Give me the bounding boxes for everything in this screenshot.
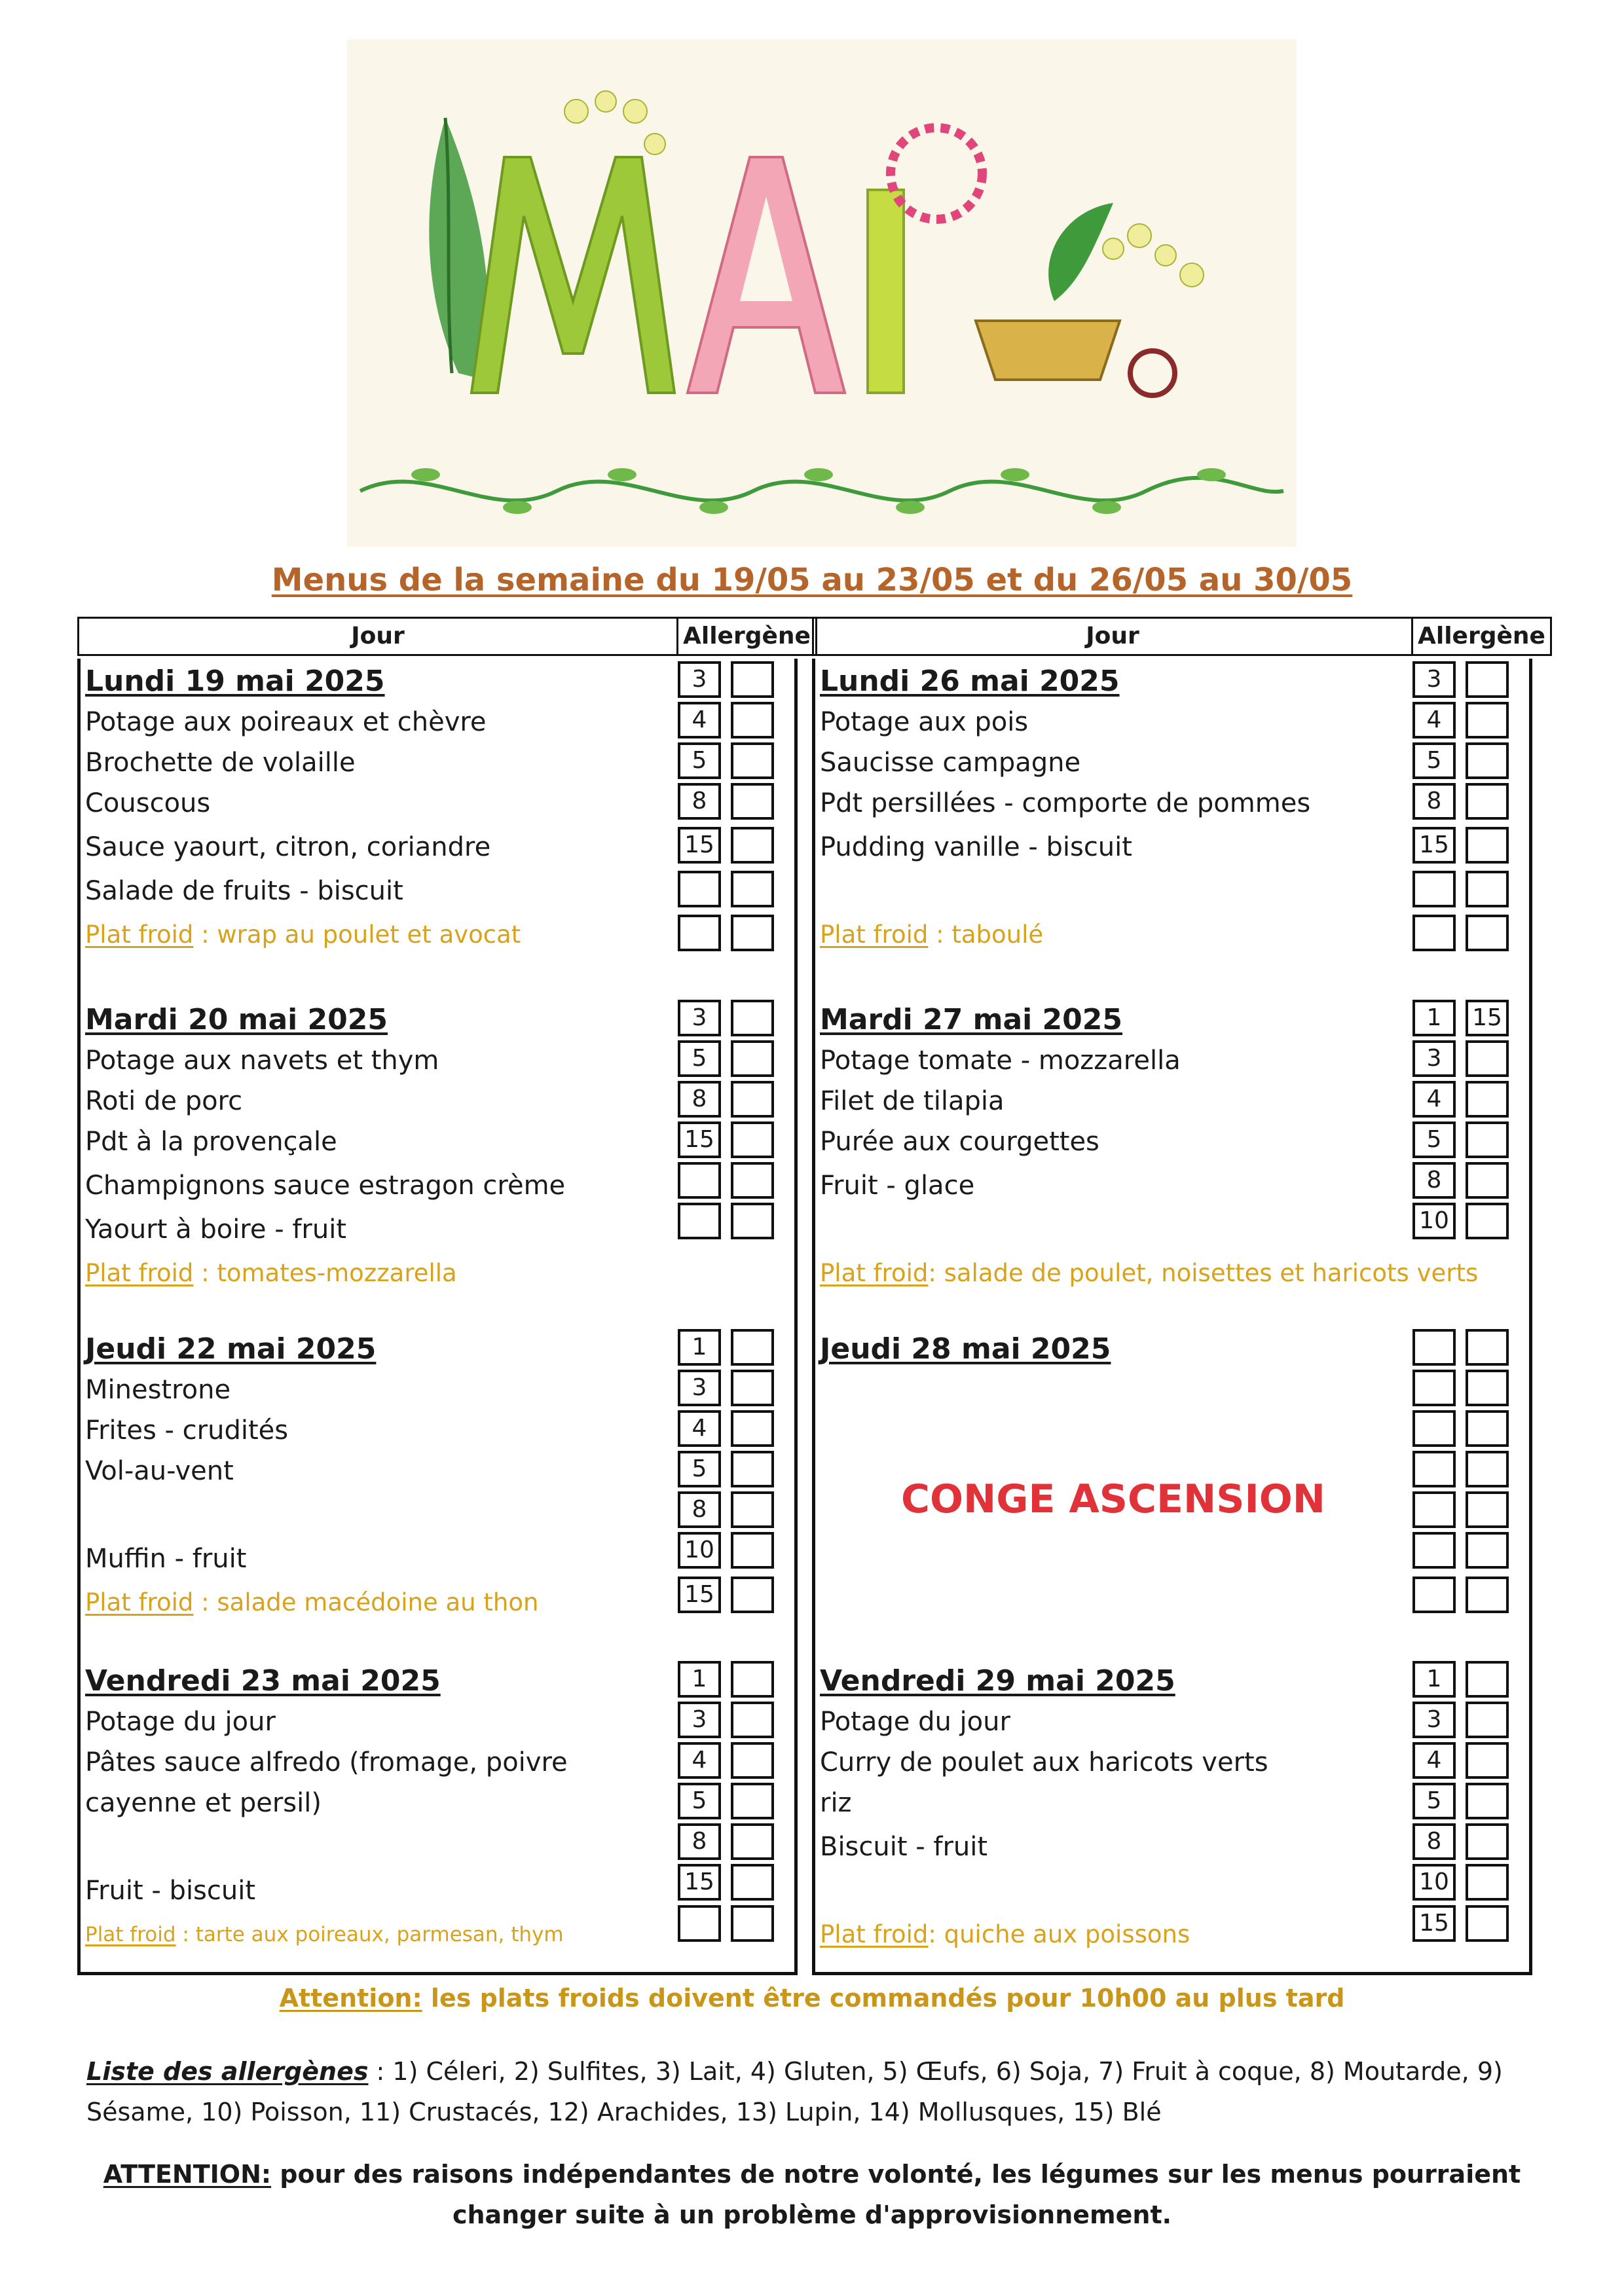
day-title: Jeudi 22 mai 2025 — [85, 1332, 377, 1366]
allergen-box — [731, 1702, 774, 1738]
allergen-box — [731, 1040, 774, 1077]
menu-item: riz — [820, 1788, 852, 1818]
allergen-box — [1466, 1121, 1509, 1158]
allergen-box: 15 — [678, 827, 721, 864]
cold-dish — [85, 1582, 538, 1623]
allergen-box — [731, 1532, 774, 1569]
allergen-box: 4 — [678, 1410, 721, 1447]
menu-item: Potage du jour — [85, 1707, 276, 1737]
allergen-box — [731, 1576, 774, 1613]
allergen-box — [731, 1451, 774, 1487]
cold-dish-sep: : — [193, 1588, 217, 1616]
mai-banner — [347, 39, 1297, 547]
menu-item: Pudding vanille - biscuit — [820, 832, 1132, 862]
allergen-box — [1412, 871, 1456, 907]
allergen-box — [1412, 1532, 1456, 1569]
allergen-box: 15 — [1466, 1000, 1509, 1036]
allergen-box: 15 — [678, 1121, 721, 1158]
allergen-box: 4 — [678, 1742, 721, 1779]
allergen-box — [731, 1162, 774, 1199]
cold-dish — [85, 1914, 564, 1955]
vegetable-notice — [79, 2154, 1545, 2235]
allergen-box: 4 — [1412, 1081, 1456, 1118]
allergen-box: 8 — [678, 1491, 721, 1528]
menu-item: Pâtes sauce alfredo (fromage, poivre — [85, 1747, 568, 1777]
mai-illustration — [347, 39, 1297, 547]
menu-item: cayenne et persil) — [85, 1788, 322, 1818]
cold-dish-label: Plat froid — [85, 920, 194, 949]
allergen-box: 10 — [1412, 1203, 1456, 1239]
notice-text: pour des raisons indépendantes de notre volonté, les légumes sur les menus pourraient changer suite à un problème d'approvisionnement. — [271, 2160, 1521, 2229]
cold-dish-label: Plat froid — [820, 1920, 929, 1948]
allergen-box: 4 — [678, 702, 721, 738]
allergen-box — [1466, 1702, 1509, 1738]
allergen-box — [1466, 1742, 1509, 1779]
allergen-box — [731, 1121, 774, 1158]
cold-dish-text: wrap au poulet et avocat — [217, 920, 521, 949]
allergen-box — [731, 827, 774, 864]
allergen-box — [678, 871, 721, 907]
allergen-box — [1466, 1491, 1509, 1528]
allergen-box: 5 — [678, 1783, 721, 1819]
cold-dish-text: salade de poulet, noisettes et haricots verts — [944, 1259, 1479, 1287]
menu-item: Potage aux pois — [820, 707, 1029, 737]
day-title: Mardi 27 mai 2025 — [820, 1003, 1123, 1036]
cold-dish-sep: : — [193, 1259, 217, 1287]
allergen-box — [731, 1864, 774, 1901]
cold-dish — [85, 915, 521, 955]
allergen-box — [1412, 1576, 1456, 1613]
menu-item: Curry de poulet aux haricots verts — [820, 1747, 1268, 1777]
allergen-box: 8 — [1412, 783, 1456, 820]
day-title: Vendredi 23 mai 2025 — [85, 1664, 441, 1698]
allergen-box — [731, 1823, 774, 1860]
allergen-box: 1 — [678, 1661, 721, 1698]
menu-item: Potage aux navets et thym — [85, 1046, 439, 1076]
menu-item: Brochette de volaille — [85, 748, 356, 778]
notice-label: Attention: — [279, 1984, 422, 2013]
allergen-box — [1412, 1329, 1456, 1366]
allergen-box — [731, 871, 774, 907]
menu-item: Pdt persillées - comporte de pommes — [820, 788, 1311, 818]
allergen-box: 8 — [678, 1081, 721, 1118]
menu-item: Purée aux courgettes — [820, 1127, 1099, 1157]
menu-item: Vol-au-vent — [85, 1456, 234, 1486]
cold-dish — [820, 915, 1043, 955]
allergen-box: 3 — [1412, 1040, 1456, 1077]
allergen-box — [1466, 915, 1509, 951]
allergen-box: 10 — [1412, 1864, 1456, 1901]
allergen-box: 5 — [1412, 742, 1456, 779]
notice-label: ATTENTION: — [103, 2160, 272, 2189]
allergen-box: 5 — [678, 742, 721, 779]
allergen-box — [1412, 1370, 1456, 1406]
menu-item: Pdt à la provençale — [85, 1127, 337, 1157]
header-allergene: Allergène — [1418, 623, 1545, 649]
allergen-box — [1466, 1081, 1509, 1118]
allergen-box — [731, 1000, 774, 1036]
allergen-box: 3 — [678, 1000, 721, 1036]
menu-item: Couscous — [85, 788, 211, 818]
menu-item: Filet de tilapia — [820, 1086, 1005, 1116]
menu-item: Potage du jour — [820, 1707, 1010, 1737]
allergen-box: 4 — [1412, 1742, 1456, 1779]
allergen-box — [1466, 1040, 1509, 1077]
header-jour: Jour — [814, 619, 1413, 654]
letter-i — [868, 190, 904, 393]
menu-item: Minestrone — [85, 1375, 231, 1405]
allergen-box — [1466, 1661, 1509, 1698]
allergen-box — [731, 1329, 774, 1366]
allergen-box — [1466, 1451, 1509, 1487]
column-header — [77, 617, 817, 656]
cold-dish-text: salade macédoine au thon — [217, 1588, 539, 1616]
header-jour: Jour — [79, 619, 678, 654]
allergen-box — [731, 742, 774, 779]
letter-m — [471, 157, 674, 393]
allergen-box — [1466, 1823, 1509, 1860]
cold-dish-label: Plat froid — [85, 1588, 194, 1616]
cold-dish-label: Plat froid — [85, 1259, 194, 1287]
day-title: Jeudi 28 mai 2025 — [820, 1332, 1111, 1366]
allergen-box: 5 — [678, 1040, 721, 1077]
allergen-box — [678, 1203, 721, 1239]
allergen-box — [1466, 871, 1509, 907]
allergen-box — [731, 1081, 774, 1118]
allergen-box — [1466, 742, 1509, 779]
allergen-box: 3 — [678, 1370, 721, 1406]
allergen-box — [1412, 915, 1456, 951]
menu-item: Salade de fruits - biscuit — [85, 876, 403, 906]
allergen-box: 1 — [1412, 1661, 1456, 1698]
allergen-box: 15 — [1412, 827, 1456, 864]
menu-item: Biscuit - fruit — [820, 1832, 988, 1862]
menu-item: Sauce yaourt, citron, coriandre — [85, 832, 491, 862]
cold-dish — [820, 1914, 1190, 1955]
allergen-box — [731, 661, 774, 698]
allergen-box: 8 — [678, 783, 721, 820]
cold-dish-sep: : — [193, 920, 217, 949]
menu-item: Potage tomate - mozzarella — [820, 1046, 1181, 1076]
allergen-box — [1466, 661, 1509, 698]
column-header — [812, 617, 1552, 656]
allergen-box: 1 — [1412, 1000, 1456, 1036]
allergen-box — [1466, 827, 1509, 864]
notice-text: les plats froids doivent être commandés pour 10h00 au plus tard — [422, 1984, 1345, 2013]
allergen-box — [678, 915, 721, 951]
allergen-box — [731, 915, 774, 951]
allergen-box — [731, 702, 774, 738]
cold-dish-text: quiche aux poissons — [944, 1920, 1190, 1948]
allergen-box — [731, 1661, 774, 1698]
menu-item: Roti de porc — [85, 1086, 243, 1116]
allergen-box: 3 — [1412, 661, 1456, 698]
allergen-box — [1466, 1203, 1509, 1239]
allergen-box — [1466, 1783, 1509, 1819]
allergen-box: 15 — [678, 1576, 721, 1613]
cold-dish-text: tomates-mozzarella — [217, 1259, 457, 1287]
allergen-box — [731, 1410, 774, 1447]
cold-order-notice — [0, 1984, 1624, 2013]
allergen-box — [731, 1491, 774, 1528]
allergen-box — [1466, 1864, 1509, 1901]
allergen-box: 1 — [678, 1329, 721, 1366]
allergen-list-text: : 1) Céleri, 2) Sulfites, 3) Lait, 4) Gluten, 5) Œufs, 6) Soja, 7) Fruit à coque, 8) Moutarde, 9) Sésame, 10) Poisson, 11) Crustacés, 12) Arachides, 13) Lupin, 14) Mollusques, 15) Blé — [86, 2057, 1503, 2126]
allergen-box: 5 — [678, 1451, 721, 1487]
allergen-box — [731, 1742, 774, 1779]
allergen-box — [1466, 702, 1509, 738]
allergen-box — [1466, 1532, 1509, 1569]
allergen-box: 5 — [1412, 1783, 1456, 1819]
allergen-box — [1466, 783, 1509, 820]
cold-dish-sep: : — [175, 1923, 196, 1946]
allergen-box: 15 — [1412, 1905, 1456, 1942]
allergen-box — [1466, 1576, 1509, 1613]
cold-dish-sep: : — [928, 920, 952, 949]
allergen-box: 8 — [1412, 1823, 1456, 1860]
allergen-box — [1466, 1410, 1509, 1447]
menu-item: Champignons sauce estragon crème — [85, 1171, 566, 1201]
cold-dish — [85, 1253, 457, 1294]
cold-dish-text: tarte aux poireaux, parmesan, thym — [195, 1923, 564, 1946]
allergen-box — [678, 1905, 721, 1942]
menu-item: Potage aux poireaux et chèvre — [85, 707, 487, 737]
menu-column-left — [77, 617, 817, 1975]
allergen-box — [678, 1162, 721, 1199]
allergen-box — [1466, 1329, 1509, 1366]
allergen-box: 10 — [678, 1532, 721, 1569]
letter-a — [688, 157, 845, 393]
allergen-box: 15 — [678, 1864, 721, 1901]
allergen-box — [1466, 1370, 1509, 1406]
allergen-list-title: Liste des allergènes — [86, 2057, 369, 2086]
allergen-box: 8 — [678, 1823, 721, 1860]
day-title: Lundi 26 mai 2025 — [820, 665, 1120, 698]
menu-item: Fruit - biscuit — [85, 1876, 256, 1906]
menu-item: Saucisse campagne — [820, 748, 1081, 778]
day-title: Mardi 20 mai 2025 — [85, 1003, 388, 1036]
allergen-box — [1412, 1491, 1456, 1528]
menu-item: Frites - crudités — [85, 1415, 289, 1446]
cold-dish-sep: : — [928, 1920, 944, 1948]
day-title: Lundi 19 mai 2025 — [85, 665, 385, 698]
allergen-box — [731, 1370, 774, 1406]
allergen-box — [1466, 1905, 1509, 1942]
cold-dish-label: Plat froid — [85, 1923, 176, 1946]
allergen-box: 3 — [678, 661, 721, 698]
allergen-box — [1466, 1162, 1509, 1199]
cold-dish-text: taboulé — [951, 920, 1044, 949]
menu-column-right — [812, 617, 1552, 1975]
header-allergene: Allergène — [683, 623, 811, 649]
menu-item: Muffin - fruit — [85, 1544, 247, 1574]
allergen-box — [731, 1783, 774, 1819]
allergen-box — [1412, 1410, 1456, 1447]
allergen-box: 4 — [1412, 702, 1456, 738]
allergen-list — [86, 2051, 1553, 2132]
allergen-box: 8 — [1412, 1162, 1456, 1199]
cold-dish-label: Plat froid — [820, 1259, 929, 1287]
allergen-box: 3 — [678, 1702, 721, 1738]
cold-dish-label: Plat froid — [820, 920, 929, 949]
menu-heading: Menus de la semaine du 19/05 au 23/05 et du 26/05 au 30/05 — [271, 562, 1353, 598]
allergen-box: 5 — [1412, 1121, 1456, 1158]
allergen-box — [731, 1905, 774, 1942]
conge-notice: CONGE ASCENSION — [900, 1476, 1326, 1522]
allergen-box — [731, 1203, 774, 1239]
allergen-box — [1412, 1451, 1456, 1487]
cold-dish-sep: : — [928, 1259, 944, 1287]
cold-dish — [820, 1253, 1478, 1294]
menu-item: Yaourt à boire - fruit — [85, 1214, 347, 1245]
menu-item: Fruit - glace — [820, 1171, 975, 1201]
allergen-box: 3 — [1412, 1702, 1456, 1738]
allergen-box — [731, 783, 774, 820]
day-title: Vendredi 29 mai 2025 — [820, 1664, 1175, 1698]
